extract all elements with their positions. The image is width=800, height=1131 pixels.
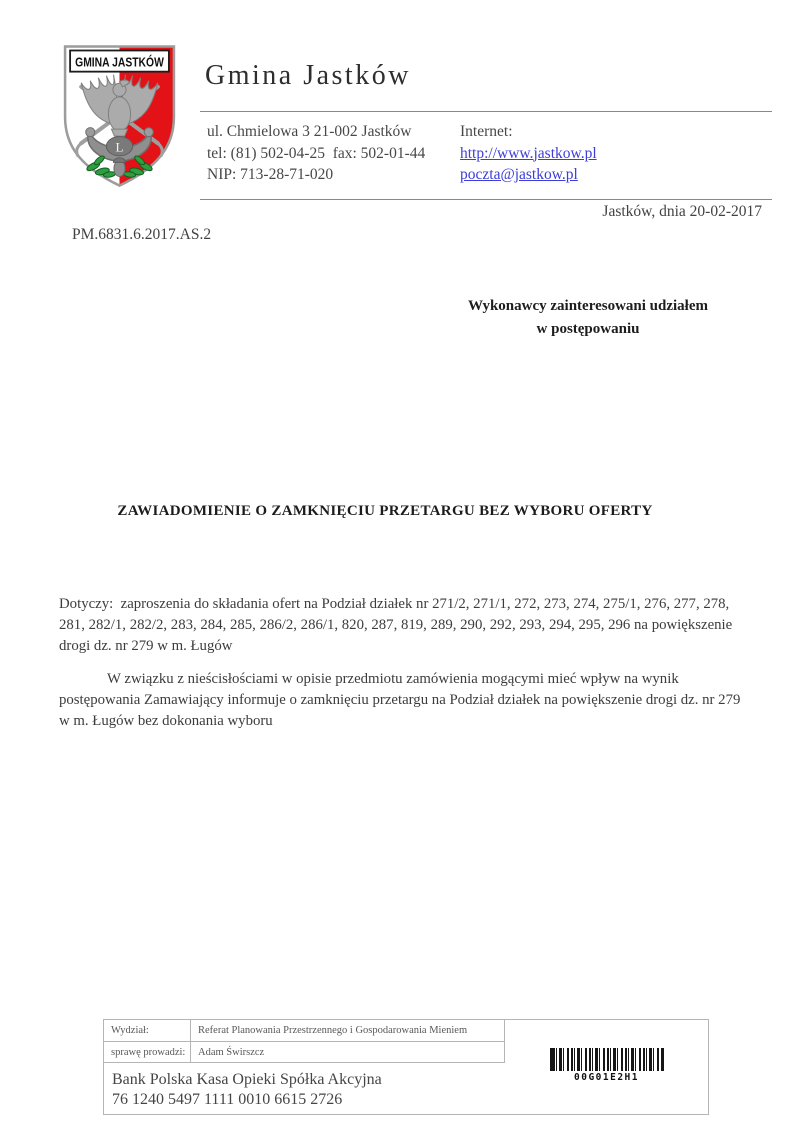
acorn-icon: [113, 158, 125, 177]
case-officer-label: sprawę prowadzi:: [104, 1042, 191, 1063]
document-title: ZAWIADOMIENIE O ZAMKNIĘCIU PRZETARGU BEZ WYBORU OFERTY: [117, 503, 653, 519]
addressee-line-1: Wykonawcy zainteresowani udziałem: [468, 298, 708, 314]
internet-block: [460, 121, 597, 186]
bank-name: Bank Polska Kasa Opieki Spółka Akcyjna: [112, 1071, 382, 1088]
body-paragraph: W związku z nieścisłościami w opisie przedmiotu zamówienia mogącymi mieć wpływ na wynik postępowania Zamawiający informuje o zamknięciu przetargu na Podział działek na powiększenie drogi dz. nr 279 w m. Ługów bez dokonania wyboru: [59, 671, 741, 729]
coat-of-arms: [57, 40, 182, 190]
subject-paragraph: Dotyczy: zaproszenia do składania ofert na Podział działek nr 271/2, 271/1, 272, 273, 274, 275/1, 276, 277, 278, 281, 282/1, 282/2, 283, 284, 285, 286/2, 286/1, 820, 287, 819, 289, 290, 292, 293, 294, 295, 296 na powiększenie drogi dz. nr 279 w m. Ługów: [59, 596, 733, 654]
org-name: Gmina Jastków: [205, 60, 411, 91]
addressee-line-2: w postępowaniu: [536, 320, 640, 337]
coat-of-arms-graphic: [57, 40, 182, 190]
header-rule-top: [200, 111, 772, 112]
department-value: Referat Planowania Przestrzennego i Gospodarowania Mieniem: [191, 1020, 505, 1042]
internet-label: Internet:: [460, 123, 513, 140]
header-rule-bottom: [200, 199, 772, 200]
bank-info: [104, 1063, 505, 1114]
addressee-block: [437, 295, 739, 340]
emblem-banner-text: GMINA JASTKÓW: [75, 55, 182, 70]
emblem-letter: L: [115, 139, 124, 155]
bank-account-number: 76 1240 5497 1111 0010 6615 2726: [112, 1091, 343, 1108]
website-link[interactable]: http://www.jastkow.pl: [460, 144, 597, 162]
place-date: Jastków, dnia 20-02-2017: [602, 203, 762, 220]
case-officer-value: Adam Świrszcz: [191, 1042, 505, 1063]
department-label: Wydział:: [104, 1020, 191, 1042]
barcode-cell: [505, 1020, 708, 1114]
footer-table: [103, 1019, 709, 1115]
barcode-text: 00G01E2H1: [574, 1072, 639, 1083]
reference-number: PM.6831.6.2017.AS.2: [72, 226, 212, 243]
barcode-icon: [550, 1048, 664, 1071]
address-line-nip: NIP: 713-28-71-020: [207, 166, 334, 183]
address-line-phone: tel: (81) 502-04-25 fax: 502-01-44: [207, 144, 426, 162]
address-line-street: ul. Chmielowa 3 21-002 Jastków: [207, 123, 412, 140]
address-block: [207, 121, 425, 186]
email-link[interactable]: poczta@jastkow.pl: [460, 166, 578, 183]
